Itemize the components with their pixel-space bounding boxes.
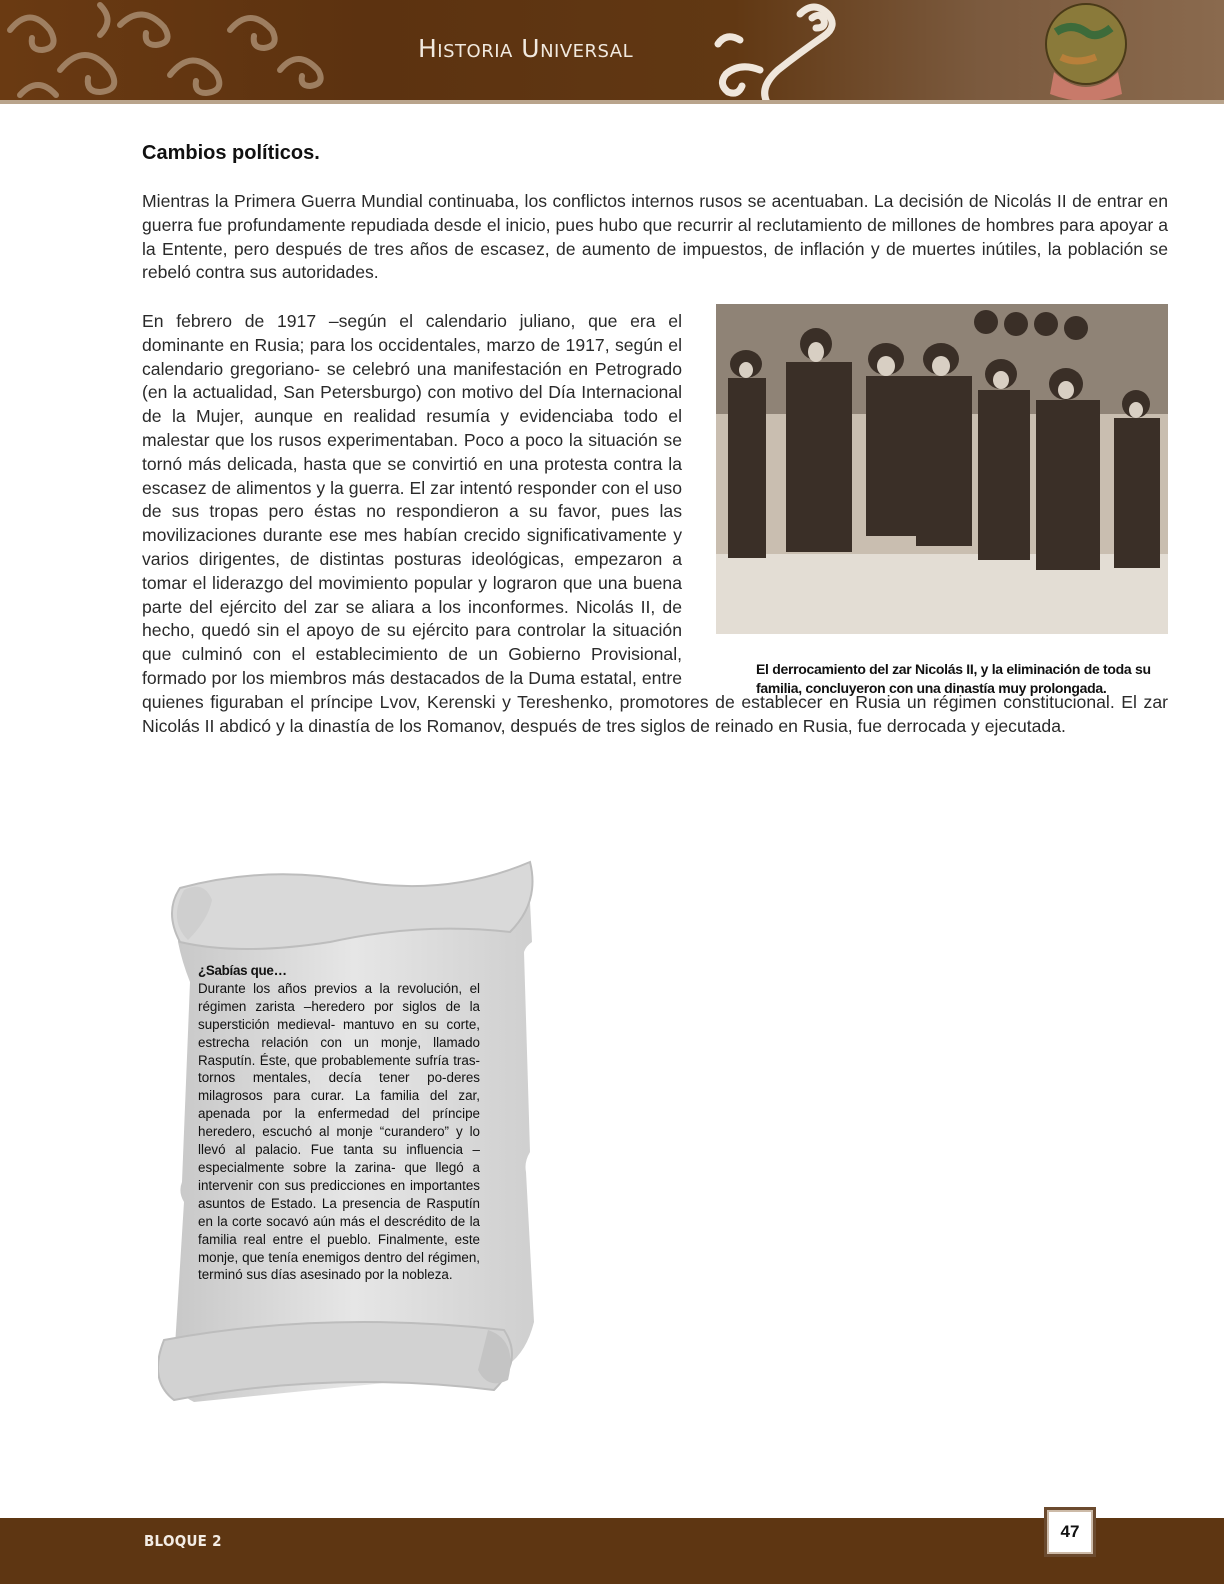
footer-bar [0, 1518, 1224, 1584]
figure [700, 304, 1168, 696]
did-you-know-body: Durante los años previos a la revolución, el régimen zarista –heredero por siglos de la superstición medieval- mantuvo en su corte, estrecha relación con un monje, llamado Rasputín. Éste, que probablemente sufría tras-tornos mentales, decía tener po-deres milagrosos para curar. La familia del zar, apenada por la enfermedad del príncipe heredero, escuchó al monje “curandero” y lo llevó al palacio. Fue tanta su influencia –especialmente sobre la zarina- que llegó a intervenir con sus predicciones en importantes asuntos de Estado. La presencia de Rasputín en la corte socavó aún más el descrédito de la familia real entre el pueblo. Finalmente, este monje, que tenía enemigos dentro del régimen, terminó sus días asesinado por la nobleza. [198, 980, 480, 1283]
section-heading: Cambios políticos. [142, 142, 320, 164]
header-title: Historia Universal [418, 34, 634, 63]
header-edge [0, 100, 1224, 104]
paragraph-revolution: En febrero de 1917 –según el calendario juliano, que era el dominante en Rusia; para los occidentales, marzo de 1917, según el calendario gregoriano- se celebró una manifestación en Petrogrado (en la actualidad, San Petersburgo) con motivo del Día Internacional de la Mujer, aunque en realidad resumía y evidenciaba todo el malestar que los rusos experimentaban. Poco a poco la situación se tornó más delicada, hasta que se convirtió en una protesta contra la escasez de alimentos y la guerra. El zar intentó responder con el uso de sus tropas pero éstas no respondieron a su favor, pues las movilizaciones durante ese mes habían crecido significativamente y varios dirigentes, de distintas posturas ideológicas, empezaron a tomar el liderazgo del movimiento popular y lograron que una buena parte del ejército del zar se aliara a los inconformes. Nicolás II, de hecho, quedó sin el apoyo de su ejército para controlar la situación que culminó con el establecimiento de un Gobierno Provisional, formado por los miembros más destacados de la Duma estatal, entre quienes figuraban el príncipe Lvov, Kerenski y Tereshenko, promotores de establecer en Rusia un régimen constitucional. El zar Nicolás II abdicó y la dinastía de los Romanov, después de tres siglos de reinado en Rusia, fue derrocada y ejecutada. [142, 311, 1168, 736]
globe-in-hand-icon [1036, 2, 1136, 102]
content-wrap [142, 310, 1168, 738]
did-you-know-box [198, 962, 480, 1284]
section-label: BLOQUE 2 [144, 1532, 222, 1550]
figure-caption: El derrocamiento del zar Nicolás II, y la eliminación de toda su familia, concluyeron con una dinastía muy prolongada. [756, 661, 1151, 696]
historical-photo [716, 304, 1168, 634]
page-number: 47 [1044, 1507, 1096, 1557]
header-banner [0, 0, 1224, 104]
did-you-know-title: ¿Sabías que… [198, 963, 287, 978]
paragraph-intro: Mientras la Primera Guerra Mundial continuaba, los conflictos internos rusos se acentuaban. La decisión de Nicolás II de entrar en guerra fue profundamente repudiada desde el inicio, pues hubo que recurrir al reclutamiento de millones de hombres para apoyar a la Entente, pero después de tres años de escasez, de aumento de impuestos, de inflación y de muertes inútiles, la población se rebeló contra sus autoridades. [142, 191, 1168, 283]
